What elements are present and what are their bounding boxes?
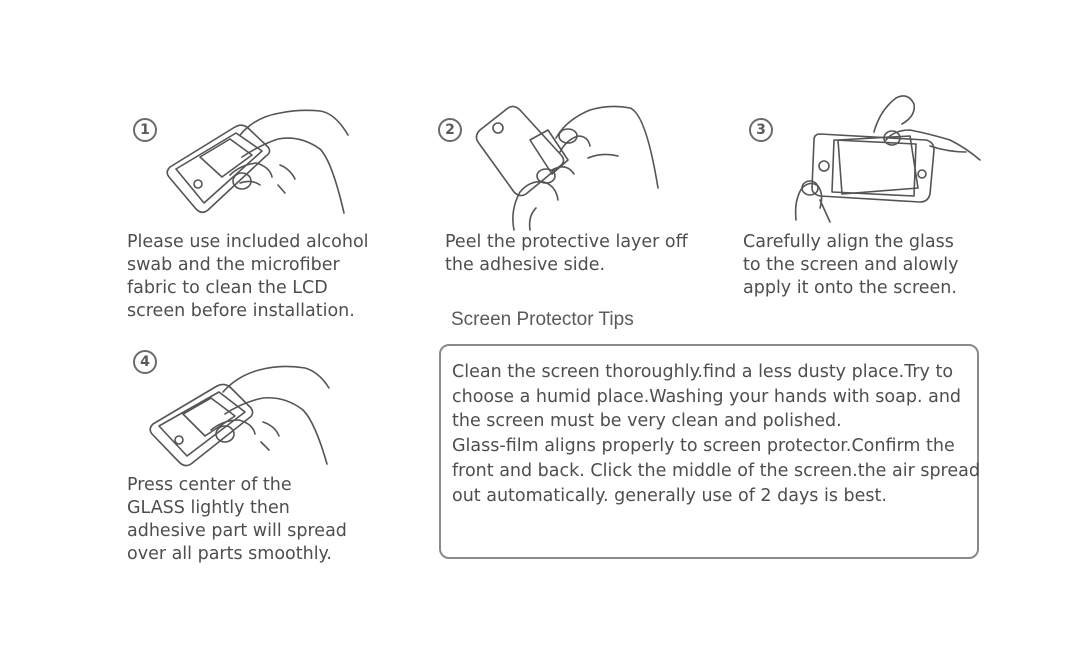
tips-line-4: Glass-film aligns properly to screen protector.Confirm the	[452, 436, 955, 457]
step-1-text	[127, 231, 369, 323]
tips-line-6: out automatically. generally use of 2 days is best.	[452, 485, 887, 506]
tips-box	[439, 344, 979, 559]
step-3-line-3: apply it onto the screen.	[743, 278, 957, 298]
step-3-line-2: to the screen and alowly	[743, 255, 959, 275]
tips-line-3: the screen must be very clean and polished.	[452, 411, 842, 432]
step-2-line-2: the adhesive side.	[445, 255, 606, 275]
tips-line-5: front and back. Click the middle of the screen.the air spread	[452, 460, 980, 481]
step-4-number: 4	[140, 354, 150, 370]
step-2-text	[445, 231, 688, 277]
step-1-number: 1	[140, 122, 150, 138]
step-3-line-1: Carefully align the glass	[743, 232, 954, 252]
press-center-illustration	[145, 358, 335, 470]
step-4-line-3: adhesive part will spread	[127, 521, 347, 541]
align-glass-illustration	[790, 90, 985, 225]
step-4-line-4: over all parts smoothly.	[127, 544, 332, 564]
tips-line-2: choose a humid place.Washing your hands with soap. and	[452, 386, 962, 407]
step-4-line-1: Press center of the	[127, 475, 292, 495]
step-2-number: 2	[445, 122, 455, 138]
step-1-line-1: Please use included alcohol	[127, 232, 369, 252]
step-1-line-3: fabric to clean the LCD	[127, 278, 328, 298]
step-4-text	[127, 474, 347, 566]
step-1-line-2: swab and the microfiber	[127, 255, 340, 275]
step-4-line-2: GLASS lightly then	[127, 498, 290, 518]
tips-line-1: Clean the screen thoroughly.find a less dusty place.Try to	[452, 362, 954, 382]
step-2-number-badge	[438, 118, 462, 142]
step-3-number-badge	[749, 118, 773, 142]
wipe-screen-illustration	[160, 105, 355, 220]
step-2-line-1: Peel the protective layer off	[445, 232, 688, 252]
step-3-number: 3	[756, 122, 766, 138]
step-1-number-badge	[133, 118, 157, 142]
step-1-line-4: screen before installation.	[127, 301, 355, 321]
step-3-text	[743, 231, 958, 300]
peel-film-illustration	[470, 100, 670, 235]
tips-title: Screen Protector Tips	[451, 309, 634, 330]
